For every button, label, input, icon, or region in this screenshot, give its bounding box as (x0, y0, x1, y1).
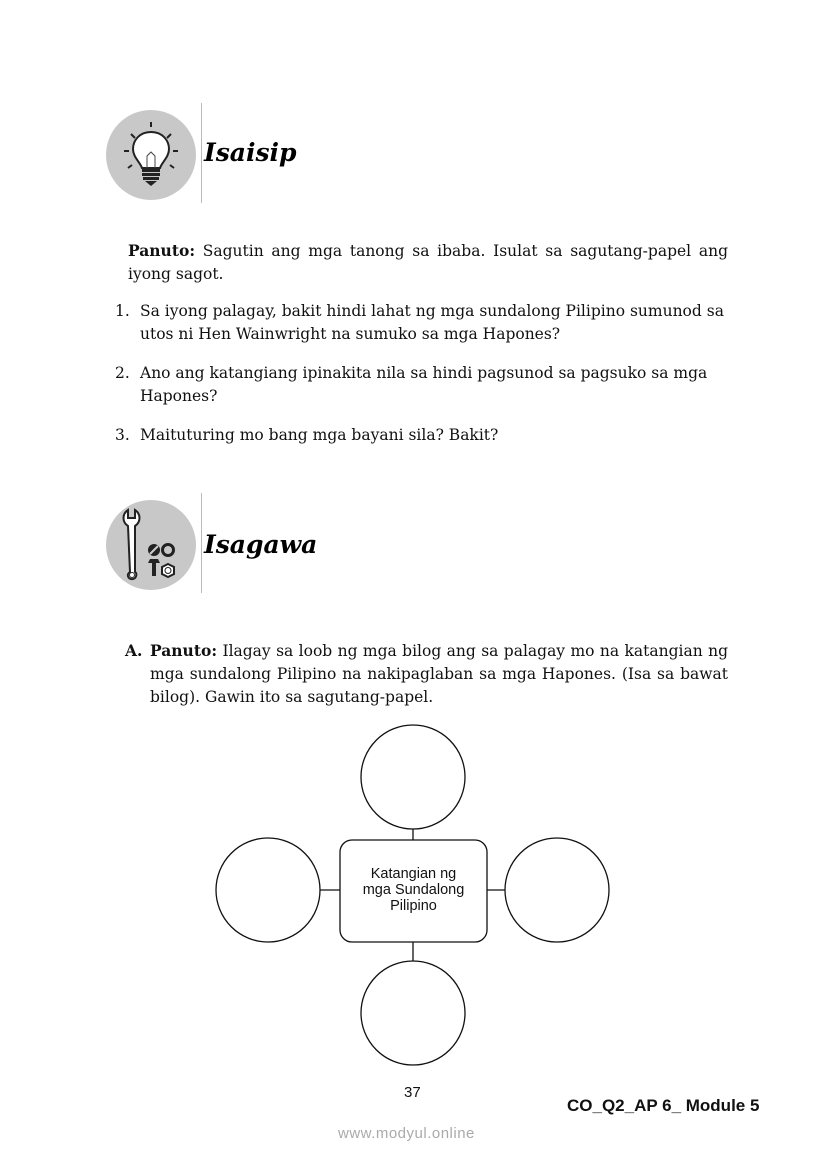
question-text: Sa iyong palagay, bakit hindi lahat ng mga sundalong Pilipino sumunod sa utos ni Hen Wainwright na sumuko sa mga Hapones? (140, 302, 724, 343)
section-title-isagawa: Isagawa (204, 530, 318, 559)
question-text: Maituturing mo bang mga bayani sila? Bakit? (140, 426, 499, 444)
answer-circle-bottom[interactable] (361, 961, 465, 1065)
question-number: 1. (115, 302, 130, 320)
instruction-text: Ilagay sa loob ng mga bilog ang sa palagay mo na katangian ng mga sundalong Pilipino na nakipaglaban sa mga Hapones. (Isa sa bawat bilog). Gawin ito sa sagutang-papel. (150, 642, 728, 706)
module-code: CO_Q2_AP 6_ Module 5 (567, 1096, 760, 1115)
center-line: Pilipino (390, 898, 437, 914)
answer-circle-top[interactable] (361, 725, 465, 829)
instruction-label: Panuto: (128, 241, 196, 260)
answer-circle-left[interactable] (216, 838, 320, 942)
center-line: mga Sundalong (362, 882, 465, 898)
instruction-label: Panuto: (150, 641, 218, 660)
page-number: 37 (404, 1084, 421, 1101)
question-number: 3. (115, 426, 130, 444)
question-number: 2. (115, 364, 130, 382)
answer-circle-right[interactable] (505, 838, 609, 942)
center-line: Katangian ng (370, 866, 457, 882)
center-box-label (340, 866, 487, 914)
instruction-text: Sagutin ang mga tanong sa ibaba. Isulat sa sagutang-papel ang iyong sagot. (128, 242, 728, 283)
section-title-isaisip: Isaisip (204, 138, 297, 167)
watermark: www.modyul.online (338, 1125, 475, 1142)
question-text: Ano ang katangiang ipinakita nila sa hindi pagsunod sa pagsuko sa mga Hapones? (140, 364, 708, 405)
instruction-letter: A. (125, 641, 143, 660)
